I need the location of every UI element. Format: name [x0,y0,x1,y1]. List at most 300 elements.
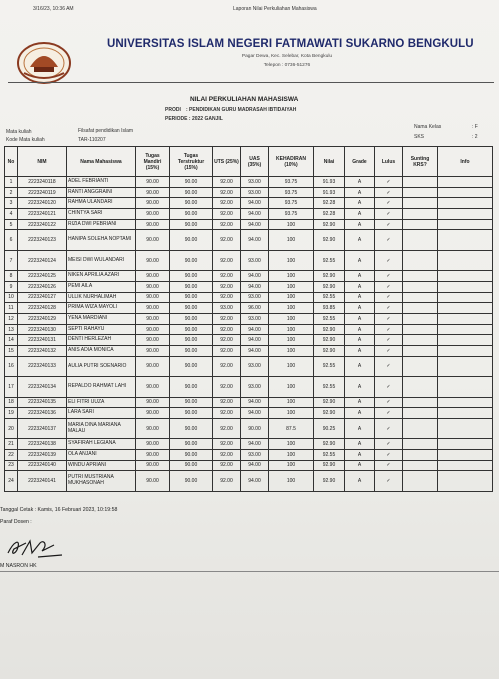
sunting-krs-cell [403,418,438,438]
nilai-cell: 90.25 [314,418,345,438]
uas-cell: 93.00 [241,356,269,376]
sunting-krs-cell [403,460,438,471]
prodi-label: PRODI [165,107,181,113]
sunting-krs-cell [403,313,438,324]
table-row [5,356,493,376]
kode-label: Kode Mata kuliah [6,137,45,143]
student-name-cell: ULLIK NURHALIMAH [67,292,136,303]
print-title: Laporan Nilai Perkuliahan Mahasiswa [233,6,317,12]
kehadiran-cell: 100 [269,292,314,303]
nim-cell: 2223240134 [18,377,67,397]
lulus-check-icon: ✓ [375,324,403,335]
lulus-check-icon: ✓ [375,177,403,188]
sunting-krs-cell [403,471,438,491]
uas-cell: 94.00 [241,198,269,209]
info-cell [438,177,493,188]
grade-cell: A [345,198,375,209]
row-number: 17 [5,377,18,397]
student-name-cell: ANIS ADIA MONICA [67,346,136,357]
tugas-mandiri-cell: 90.00 [136,397,170,408]
table-row [5,250,493,270]
info-cell [438,335,493,346]
sunting-krs-cell [403,397,438,408]
tugas-mandiri-cell: 90.00 [136,230,170,250]
kehadiran-cell: 100 [269,230,314,250]
info-cell [438,209,493,220]
row-number: 24 [5,471,18,491]
uas-cell: 94.00 [241,439,269,450]
sunting-krs-cell [403,209,438,220]
table-row [5,460,493,471]
lulus-check-icon: ✓ [375,397,403,408]
uas-cell: 93.00 [241,292,269,303]
info-cell [438,439,493,450]
table-row [5,187,493,198]
tugas-mandiri-cell: 90.00 [136,471,170,491]
table-row [5,198,493,209]
sunting-krs-cell [403,250,438,270]
tugas-mandiri-cell: 90.00 [136,271,170,282]
uas-cell: 94.00 [241,281,269,292]
lulus-check-icon: ✓ [375,356,403,376]
nilai-cell: 91.93 [314,177,345,188]
grade-cell: A [345,292,375,303]
nim-cell: 2223240118 [18,177,67,188]
info-cell [438,271,493,282]
grade-cell: A [345,408,375,419]
sunting-krs-cell [403,230,438,250]
tugas-terstruktur-cell: 90.00 [170,418,213,438]
tugas-terstruktur-cell: 90.00 [170,198,213,209]
uas-cell: 90.00 [241,418,269,438]
uas-cell: 93.00 [241,377,269,397]
tugas-mandiri-cell: 90.00 [136,198,170,209]
uas-cell: 94.00 [241,346,269,357]
table-row [5,408,493,419]
grades-table [4,146,493,492]
sunting-krs-cell [403,346,438,357]
row-number: 4 [5,209,18,220]
nilai-cell: 92.90 [314,397,345,408]
uas-cell: 94.00 [241,397,269,408]
row-number: 21 [5,439,18,450]
sunting-krs-cell [403,408,438,419]
info-cell [438,198,493,209]
nilai-cell: 92.90 [314,335,345,346]
nilai-cell: 92.90 [314,346,345,357]
tugas-terstruktur-cell: 90.00 [170,471,213,491]
table-row [5,439,493,450]
kehadiran-cell: 100 [269,313,314,324]
lulus-check-icon: ✓ [375,418,403,438]
student-name-cell: NIKEN APRILIA AZARI [67,271,136,282]
kehadiran-cell: 100 [269,471,314,491]
lulus-check-icon: ✓ [375,230,403,250]
tugas-terstruktur-cell: 90.00 [170,356,213,376]
col-header: Lulus [375,147,403,177]
col-header: Tugas Mandiri (15%) [136,147,170,177]
header-divider [8,82,494,83]
student-name-cell: WINDU APRIANI [67,460,136,471]
info-cell [438,324,493,335]
university-phone: Telepon : 0736-51276 [263,63,311,68]
row-number: 6 [5,230,18,250]
tugas-terstruktur-cell: 90.00 [170,439,213,450]
table-row [5,449,493,460]
tugas-mandiri-cell: 90.00 [136,377,170,397]
sunting-krs-cell [403,187,438,198]
tugas-terstruktur-cell: 90.00 [170,335,213,346]
student-name-cell: ELI FITRI UUZA [67,397,136,408]
student-name-cell: PRIMA WIZA MAYOLI [67,303,136,314]
kehadiran-cell: 100 [269,303,314,314]
row-number: 11 [5,303,18,314]
sunting-krs-cell [403,198,438,209]
nim-cell: 2223240135 [18,397,67,408]
kelas-label: Nama Kelas [414,124,442,130]
table-row [5,313,493,324]
uts-cell: 92.00 [213,449,241,460]
nim-cell: 2223240122 [18,219,67,230]
uts-cell: 93.00 [213,303,241,314]
tugas-mandiri-cell: 90.00 [136,324,170,335]
lulus-check-icon: ✓ [375,292,403,303]
info-cell [438,356,493,376]
tugas-terstruktur-cell: 90.00 [170,177,213,188]
table-row [5,209,493,220]
kehadiran-cell: 100 [269,356,314,376]
kehadiran-cell: 100 [269,397,314,408]
row-number: 9 [5,281,18,292]
uas-cell: 93.00 [241,449,269,460]
info-cell [438,219,493,230]
info-cell [438,346,493,357]
sunting-krs-cell [403,281,438,292]
uas-cell: 94.00 [241,460,269,471]
row-number: 20 [5,418,18,438]
grade-cell: A [345,177,375,188]
tugas-terstruktur-cell: 90.00 [170,292,213,303]
tugas-mandiri-cell: 90.00 [136,356,170,376]
lulus-check-icon: ✓ [375,250,403,270]
row-number: 14 [5,335,18,346]
student-name-cell: AULIA PUTRI SOENARIO [67,356,136,376]
nim-cell: 2223240125 [18,271,67,282]
grade-cell: A [345,346,375,357]
col-header: KEHADIRAN (10%) [269,147,314,177]
nim-cell: 2223240120 [18,198,67,209]
print-timestamp: 3/16/23, 10:36 AM [33,6,74,12]
row-number: 19 [5,408,18,419]
row-number: 5 [5,219,18,230]
lulus-check-icon: ✓ [375,303,403,314]
row-number: 10 [5,292,18,303]
tugas-terstruktur-cell: 90.00 [170,230,213,250]
col-header: Info [438,147,493,177]
tugas-terstruktur-cell: 90.00 [170,397,213,408]
nim-cell: 2223240131 [18,335,67,346]
uts-cell: 92.00 [213,471,241,491]
tugas-mandiri-cell: 90.00 [136,177,170,188]
nilai-cell: 93.85 [314,303,345,314]
uts-cell: 92.00 [213,439,241,450]
table-row [5,230,493,250]
nim-cell: 2223240127 [18,292,67,303]
kehadiran-cell: 100 [269,271,314,282]
tugas-terstruktur-cell: 90.00 [170,303,213,314]
uts-cell: 92.00 [213,313,241,324]
info-cell [438,471,493,491]
nilai-cell: 92.90 [314,324,345,335]
matkul-value: Filsafat pendidikan Islam [78,128,134,134]
lulus-check-icon: ✓ [375,439,403,450]
nim-cell: 2223240137 [18,418,67,438]
uts-cell: 92.00 [213,460,241,471]
paraf-label: Paraf Dosen : [0,519,32,525]
col-header: UAS (35%) [241,147,269,177]
uas-cell: 94.00 [241,335,269,346]
row-number: 13 [5,324,18,335]
nim-cell: 2223240139 [18,449,67,460]
col-header: Grade [345,147,375,177]
table-row [5,292,493,303]
lulus-check-icon: ✓ [375,187,403,198]
table-row [5,324,493,335]
lulus-check-icon: ✓ [375,198,403,209]
uts-cell: 92.00 [213,377,241,397]
nilai-cell: 92.90 [314,408,345,419]
uts-cell: 92.00 [213,209,241,220]
lulus-check-icon: ✓ [375,471,403,491]
nilai-cell: 92.55 [314,377,345,397]
kehadiran-cell: 100 [269,449,314,460]
tugas-terstruktur-cell: 90.00 [170,460,213,471]
lulus-check-icon: ✓ [375,281,403,292]
row-number: 8 [5,271,18,282]
row-number: 22 [5,449,18,460]
tugas-mandiri-cell: 90.00 [136,281,170,292]
uts-cell: 92.00 [213,356,241,376]
kehadiran-cell: 100 [269,324,314,335]
student-name-cell: ADEL FEBRIANTI [67,177,136,188]
uts-cell: 92.00 [213,408,241,419]
uas-cell: 94.00 [241,219,269,230]
col-header: Tugas Terstruktur (15%) [170,147,213,177]
lulus-check-icon: ✓ [375,460,403,471]
tugas-terstruktur-cell: 90.00 [170,281,213,292]
table-row [5,281,493,292]
grade-cell: A [345,377,375,397]
student-name-cell: PUTRI MUSTRIANA MUKHASONAH [67,471,136,491]
sunting-krs-cell [403,439,438,450]
student-name-cell: YENA MARDIANI [67,313,136,324]
kehadiran-cell: 100 [269,377,314,397]
tugas-mandiri-cell: 90.00 [136,346,170,357]
grade-cell: A [345,449,375,460]
table-row [5,346,493,357]
nilai-cell: 92.55 [314,250,345,270]
tugas-mandiri-cell: 90.00 [136,449,170,460]
kehadiran-cell: 100 [269,281,314,292]
uas-cell: 93.00 [241,313,269,324]
nilai-cell: 92.90 [314,460,345,471]
table-row [5,335,493,346]
kehadiran-cell: 100 [269,408,314,419]
report-title: NILAI PERKULIAHAN MAHASISWA [190,96,299,103]
kehadiran-cell: 100 [269,439,314,450]
footer-divider [0,571,499,572]
tugas-terstruktur-cell: 90.00 [170,187,213,198]
uts-cell: 92.00 [213,198,241,209]
prodi-value: : PENDIDIKAN GURU MADRASAH IBTIDAIYAH [186,107,297,113]
uas-cell: 93.00 [241,250,269,270]
nilai-cell: 92.90 [314,439,345,450]
tugas-terstruktur-cell: 90.00 [170,324,213,335]
col-header: NIM [18,147,67,177]
uts-cell: 92.00 [213,187,241,198]
print-date: Tanggal Cetak : Kamis, 16 Februari 2023, 10:19:58 [0,507,118,513]
uts-cell: 92.00 [213,271,241,282]
university-address: Pagar Dewa, Kec. Selebar, Kota Bengkulu [241,54,333,59]
kehadiran-cell: 87.5 [269,418,314,438]
sunting-krs-cell [403,303,438,314]
tugas-mandiri-cell: 90.00 [136,303,170,314]
uts-cell: 92.00 [213,250,241,270]
student-name-cell: RAHMA ULANDARI [67,198,136,209]
student-name-cell: HANIPA SOLEHA NOPTAMI [67,230,136,250]
info-cell [438,292,493,303]
tugas-terstruktur-cell: 90.00 [170,377,213,397]
tugas-terstruktur-cell: 90.00 [170,209,213,220]
grade-cell: A [345,313,375,324]
uts-cell: 92.00 [213,219,241,230]
tugas-mandiri-cell: 90.00 [136,292,170,303]
row-number: 15 [5,346,18,357]
row-number: 2 [5,187,18,198]
grade-cell: A [345,471,375,491]
lulus-check-icon: ✓ [375,346,403,357]
tugas-mandiri-cell: 90.00 [136,209,170,220]
nilai-cell: 92.55 [314,449,345,460]
col-header: Nilai [314,147,345,177]
row-number: 16 [5,356,18,376]
student-name-cell: SYAFIRAH LEGIANA [67,439,136,450]
uts-cell: 92.00 [213,346,241,357]
uas-cell: 93.00 [241,187,269,198]
lulus-check-icon: ✓ [375,377,403,397]
uas-cell: 94.00 [241,230,269,250]
uas-cell: 94.00 [241,324,269,335]
grade-cell: A [345,230,375,250]
sunting-krs-cell [403,335,438,346]
nim-cell: 2223240123 [18,230,67,250]
lulus-check-icon: ✓ [375,335,403,346]
nim-cell: 2223240124 [18,250,67,270]
student-name-cell: MARIA DINA MARIANA MALAU [67,418,136,438]
info-cell [438,460,493,471]
table-row [5,418,493,438]
kehadiran-cell: 100 [269,346,314,357]
nilai-cell: 92.90 [314,271,345,282]
table-row [5,303,493,314]
uts-cell: 92.00 [213,418,241,438]
col-header: Nama Mahasiswa [67,147,136,177]
tugas-mandiri-cell: 90.00 [136,408,170,419]
student-name-cell: MEISI DWI WULANDARI [67,250,136,270]
info-cell [438,449,493,460]
student-name-cell: PEMI AILA [67,281,136,292]
row-number: 23 [5,460,18,471]
kehadiran-cell: 93.75 [269,209,314,220]
nim-cell: 2223240130 [18,324,67,335]
tugas-mandiri-cell: 90.00 [136,460,170,471]
sks-label: SKS [414,134,425,140]
tugas-mandiri-cell: 90.00 [136,335,170,346]
tugas-terstruktur-cell: 90.00 [170,313,213,324]
tugas-terstruktur-cell: 90.00 [170,271,213,282]
uas-cell: 94.00 [241,471,269,491]
kehadiran-cell: 100 [269,460,314,471]
grade-cell: A [345,335,375,346]
grade-cell: A [345,219,375,230]
info-cell [438,230,493,250]
uas-cell: 94.00 [241,271,269,282]
uts-cell: 92.00 [213,397,241,408]
table-header-row [5,147,493,177]
student-name-cell: RIZIA DWI PEBRIANI [67,219,136,230]
uas-cell: 93.00 [241,177,269,188]
grade-cell: A [345,460,375,471]
nim-cell: 2223240133 [18,356,67,376]
kehadiran-cell: 93.75 [269,198,314,209]
uas-cell: 96.00 [241,303,269,314]
sunting-krs-cell [403,377,438,397]
student-name-cell: RANTI ANGGRAINI [67,187,136,198]
kehadiran-cell: 93.75 [269,177,314,188]
nim-cell: 2223240136 [18,408,67,419]
sunting-krs-cell [403,219,438,230]
grade-cell: A [345,209,375,220]
tugas-terstruktur-cell: 90.00 [170,250,213,270]
row-number: 12 [5,313,18,324]
row-number: 7 [5,250,18,270]
student-name-cell: REPALDO RAHMAT LAHI [67,377,136,397]
sks-value: : 2 [472,134,478,140]
lulus-check-icon: ✓ [375,408,403,419]
info-cell [438,250,493,270]
tugas-terstruktur-cell: 90.00 [170,219,213,230]
info-cell [438,281,493,292]
table-row [5,397,493,408]
col-header: No [5,147,18,177]
uas-cell: 94.00 [241,209,269,220]
grade-cell: A [345,418,375,438]
nilai-cell: 92.28 [314,209,345,220]
info-cell [438,313,493,324]
nim-cell: 2223240128 [18,303,67,314]
tugas-mandiri-cell: 90.00 [136,219,170,230]
tugas-mandiri-cell: 90.00 [136,187,170,198]
university-logo-icon [16,39,72,85]
nilai-cell: 91.93 [314,187,345,198]
row-number: 1 [5,177,18,188]
periode: PERIODE : 2022 GANJIL [165,116,223,122]
row-number: 18 [5,397,18,408]
nim-cell: 2223240138 [18,439,67,450]
grade-cell: A [345,271,375,282]
kehadiran-cell: 100 [269,250,314,270]
tugas-terstruktur-cell: 90.00 [170,346,213,357]
